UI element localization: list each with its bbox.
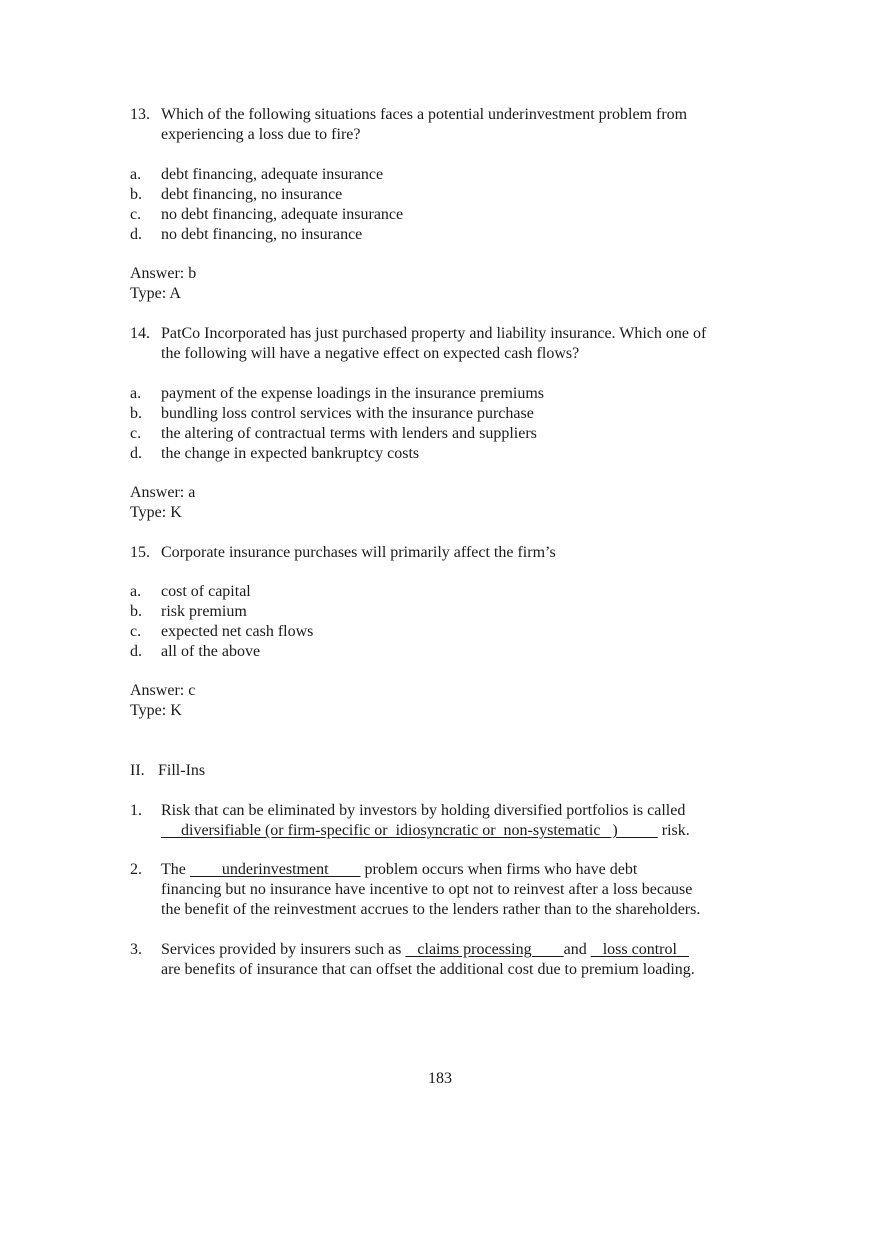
question-number: 15.: [130, 544, 150, 561]
fill-in-number: 3.: [130, 941, 142, 958]
answer-blank: underinvestment: [189, 861, 361, 878]
question-stem: PatCo Incorporated has just purchased property and liability insurance. Which one of: [161, 325, 707, 342]
question-stem: experiencing a loss due to fire?: [161, 126, 361, 143]
answer: Answer: b: [130, 265, 197, 282]
question-type: Type: A: [130, 285, 181, 302]
answer-blank: loss control: [590, 941, 689, 958]
question-stem: Which of the following situations faces a potential underinvestment problem from: [161, 106, 688, 123]
answer-blank: diversifiable (or firm-specific or idiosyncratic or non-systematic ): [161, 822, 658, 839]
question-number: 14.: [130, 325, 150, 342]
question-type: Type: K: [130, 702, 182, 719]
question-type: Type: K: [130, 504, 182, 521]
answer: Answer: c: [130, 682, 196, 699]
section-title: Fill-Ins: [158, 762, 206, 779]
question-stem: Corporate insurance purchases will primarily affect the firm’s: [161, 544, 556, 561]
fill-in-number: 1.: [130, 802, 142, 819]
answer: Answer: a: [130, 484, 196, 501]
question-stem: the following will have a negative effect on expected cash flows?: [161, 345, 580, 362]
question-number: 13.: [130, 106, 150, 123]
page-number: 183: [428, 1070, 452, 1087]
answer-blank: claims processing: [405, 941, 564, 958]
fill-in-number: 2.: [130, 861, 142, 878]
section-numeral: II.: [130, 762, 145, 779]
document-page: 13. Which of the following situations faces a potential underinvestment problem from experiencing a loss due to fire? a. debt financing, adequate insurance b. debt financing, no insurance c. no debt financing, adequate insurance d. no debt financing, no insurance Answer: b Type: A 14. PatCo Incorporated has just purchased property and liability insurance. Which one of the following will have a negative effect on expected cash flows? a. payment of the expense loadings in the insurance premiums b. bundling loss control services with the insurance purchase c. the altering of contractual terms with lenders and suppliers d. the change in expected bankruptcy costs Answer: a Type: K 15. Corporate insurance purchases will primarily affect the firm’s a. cost of capital b. risk premium c. expected net cash flows d. all of the above Answer: c Type: K II. Fill-Ins 1. Risk that can be eliminated by investors by holding diversified portfolios is called diversifiable (or firm-specific or idiosyncratic or non-systematic ) risk. 2. The underinvestment problem occurs when firms who have debt financing but no insurance have incentive to opt not to reinvest after a loss because the benefit of the reinvestment accrues to the lenders rather than to the shareholders. 3. Services provided by insurers such as claims processing and loss control are benefits of insurance that can offset the additional cost due to premium loading. 183: [0, 0, 880, 1247]
